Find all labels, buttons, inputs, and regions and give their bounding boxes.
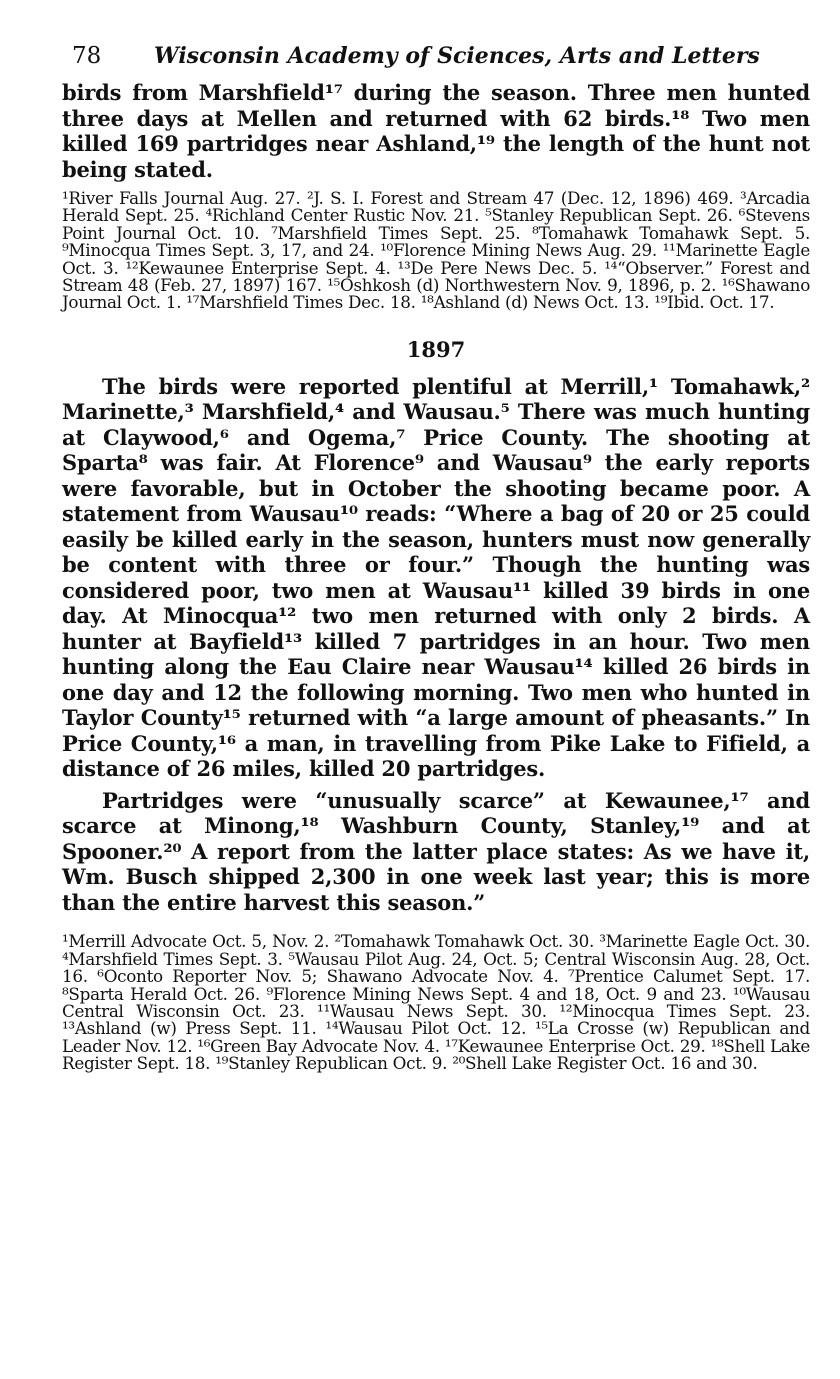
running-head — [62, 40, 810, 72]
paragraph-continued: birds from Marshfield¹⁷ during the season. Three men hunted three days at Mellen and returned with 62 birds.¹⁸ Two men killed 169 partridges near Ashland,¹⁹ the length of the hunt not being stated. — [62, 80, 810, 182]
running-title: Wisconsin Academy of Sciences, Arts and Letters — [154, 43, 760, 69]
paragraph-1897-reports: The birds were reported plentiful at Merrill,¹ Tomahawk,² Marinette,³ Marshfield,⁴ and Wausau.⁵ There was much hunting at Claywood,⁶ and Ogema,⁷ Price County. The shooting at Sparta⁸ was fair. At Florence⁹ and Wausau⁹ the early reports were favorable, but in October the shooting became poor. A statement from Wausau¹⁰ reads: “Where a bag of 20 or 25 could easily be killed early in the season, hunters must now generally be content with three or four.” Though the hunting was considered poor, two men at Wausau¹¹ killed 39 birds in one day. At Minocqua¹² two men returned with only 2 birds. A hunter at Bayfield¹³ killed 7 partridges in an hour. Two men hunting along the Eau Claire near Wausau¹⁴ killed 26 birds in one day and 12 the following morning. Two men who hunted in Taylor County¹⁵ returned with “a large amount of pheasants.” In Price County,¹⁶ a man, in travelling from Pike Lake to Fifield, a distance of 26 miles, killed 20 partridges. — [62, 373, 810, 782]
paragraph-1897-scarcity: Partridges were “unusually scarce” at Kewaunee,¹⁷ and scarce at Minong,¹⁸ Washburn County, Stanley,¹⁹ and at Spooner.²⁰ A report from the latter place states: As we have it, Wm. Busch shipped 2,300 in one week last year; this is more than the entire harvest this season.” — [62, 787, 810, 915]
footnotes-1897: ¹Merrill Advocate Oct. 5, Nov. 2. ²Tomahawk Tomahawk Oct. 30. ³Marinette Eagle Oct. 30. ⁴Marshfield Times Sept. 3. ⁵Wausau Pilot Aug. 24, Oct. 5; Central Wisconsin Aug. 28, Oct. 16. ⁶Oconto Reporter Nov. 5; Shawano Advocate Nov. 4. ⁷Prentice Calumet Sept. 17. ⁸Sparta Herald Oct. 26. ⁹Florence Mining News Sept. 4 and 18, Oct. 9 and 23. ¹⁰Wausau Central Wisconsin Oct. 23. ¹¹Wausau News Sept. 30. ¹²Minocqua Times Sept. 23. ¹³Ashland (w) Press Sept. 11. ¹⁴Wausau Pilot Oct. 12. ¹⁵La Crosse (w) Republican and Leader Nov. 12. ¹⁶Green Bay Advocate Nov. 4. ¹⁷Kewaunee Enterprise Oct. 29. ¹⁸Shell Lake Register Sept. 18. ¹⁹Stanley Republican Oct. 9. ²⁰Shell Lake Register Oct. 16 and 30. — [62, 931, 810, 1074]
footnotes-1896: ¹River Falls Journal Aug. 27. ²J. S. I. Forest and Stream 47 (Dec. 12, 1896) 469. ³Arcadia Herald Sept. 25. ⁴Richland Center Rustic Nov. 21. ⁵Stanley Republican Sept. 26. ⁶Stevens Point Journal Oct. 10. ⁷Marshfield Times Sept. 25. ⁸Tomahawk Tomahawk Sept. 5. ⁹Minocqua Times Sept. 3, 17, and 24. ¹⁰Florence Mining News Aug. 29. ¹¹Marinette Eagle Oct. 3. ¹²Kewaunee Enterprise Sept. 4. ¹³De Pere News Dec. 5. ¹⁴“Observer.” Forest and Stream 48 (Feb. 27, 1897) 167. ¹⁵Oshkosh (d) Northwestern Nov. 9, 1896, p. 2. ¹⁶Shawano Journal Oct. 1. ¹⁷Marshfield Times Dec. 18. ¹⁸Ashland (d) News Oct. 13. ¹⁹Ibid. Oct. 17. — [62, 188, 810, 313]
section-heading-1897: 1897 — [406, 336, 466, 362]
page-number: 78 — [72, 43, 102, 69]
